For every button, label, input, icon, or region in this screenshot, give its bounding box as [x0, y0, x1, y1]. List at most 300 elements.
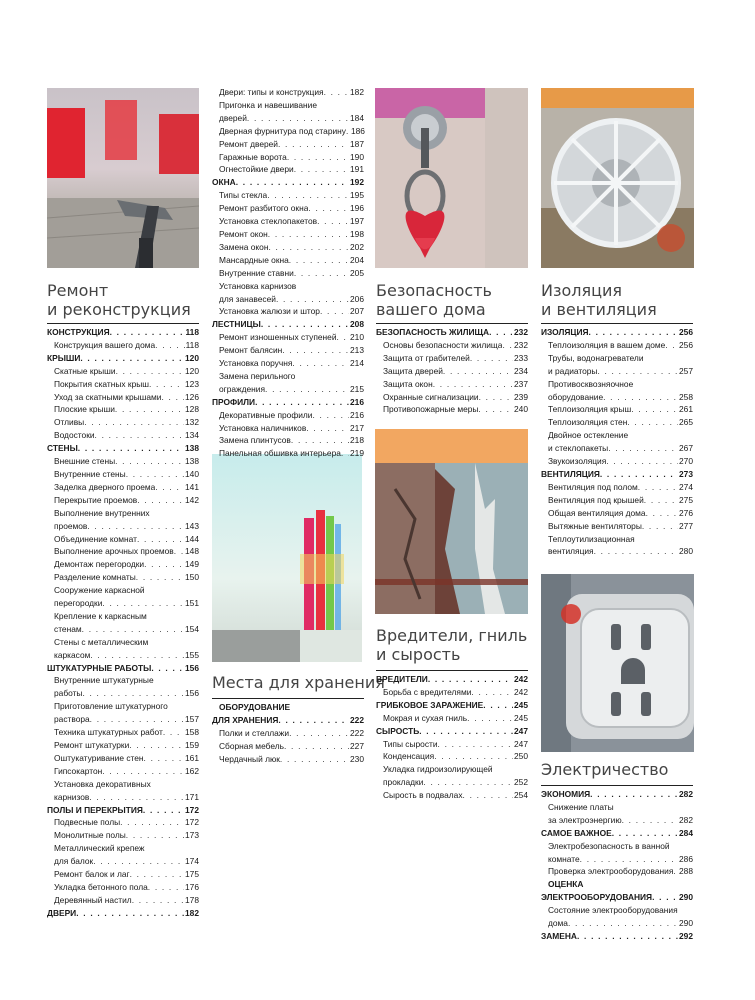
- toc-entry[interactable]: [47, 791, 199, 804]
- toc-entry-text: и радиаторы: [548, 365, 598, 376]
- toc-entry-text: Металлический крепеж: [54, 843, 145, 854]
- toc-leader-dots: [163, 726, 184, 739]
- toc-entry[interactable]: [47, 558, 199, 571]
- toc-entry[interactable]: [47, 623, 199, 636]
- toc-entry[interactable]: [212, 447, 364, 460]
- toc-entry[interactable]: [541, 533, 693, 546]
- toc-page-number: 157: [185, 714, 199, 725]
- toc-entry[interactable]: [47, 391, 199, 404]
- toc-page-number: 290: [679, 918, 693, 929]
- toc-leader-dots: [155, 481, 184, 494]
- toc-entry-text: ГРИБКОВОЕ ЗАРАЖЕНИЕ: [376, 699, 484, 710]
- section-title-repair-line2: и реконструкция: [47, 300, 191, 319]
- toc-entry-text: комнате: [548, 853, 580, 864]
- toc-page-number: 213: [350, 345, 364, 356]
- toc-page-number: 190: [350, 151, 364, 162]
- toc-page-number: 256: [679, 339, 693, 350]
- toc-entry-text: Теплоизоляция крыш: [548, 404, 632, 415]
- toc-entry[interactable]: [212, 383, 364, 396]
- toc-leader-dots: [627, 416, 678, 429]
- toc-entry-text: вентиляция: [548, 546, 594, 557]
- toc-entry[interactable]: [47, 481, 199, 494]
- toc-entry[interactable]: [541, 507, 693, 520]
- toc-entry-text: Приготовление штукатурного: [54, 701, 168, 712]
- toc-entry[interactable]: [47, 584, 199, 597]
- toc-entry[interactable]: [47, 649, 199, 662]
- toc-entry-text: Двойное остекление: [548, 430, 629, 441]
- toc-page-number: 217: [350, 422, 364, 433]
- toc-leader-dots: [102, 597, 184, 610]
- section-title-pests-line1: Вредители, гниль: [376, 626, 528, 645]
- toc-entry[interactable]: [47, 881, 199, 894]
- toc-entry[interactable]: [47, 507, 199, 520]
- toc-leader-dots: [102, 765, 184, 778]
- toc-entry[interactable]: [212, 409, 364, 422]
- toc-page-number: 286: [679, 853, 693, 864]
- toc-entry[interactable]: [376, 378, 528, 391]
- toc-entry[interactable]: [47, 455, 199, 468]
- toc-page-number: 247: [514, 725, 528, 736]
- toc-page-number: 233: [514, 352, 528, 363]
- toc-entry-text: Защита от грабителей: [383, 352, 470, 363]
- toc-entry-text: Подвесные полы: [54, 817, 121, 828]
- toc-entry-text: Установка наличников: [219, 422, 307, 433]
- toc-entry-text: ЗАМЕНА: [541, 930, 577, 941]
- toc-section-heading[interactable]: [47, 804, 199, 817]
- toc-entry[interactable]: [47, 533, 199, 546]
- toc-entry[interactable]: [47, 429, 199, 442]
- toc-entry[interactable]: [212, 189, 364, 202]
- toc-entry[interactable]: [541, 917, 693, 930]
- toc-leader-dots: [320, 305, 349, 318]
- toc-section-heading[interactable]: [541, 891, 693, 904]
- toc-section-heading[interactable]: [47, 662, 199, 675]
- toc-entry[interactable]: [541, 442, 693, 455]
- toc-leader-dots: [120, 816, 184, 829]
- section-title-pests-line2: и сырость: [376, 645, 461, 664]
- toc-leader-dots: [568, 917, 678, 930]
- section-title-repair: [47, 281, 191, 319]
- key-heart-photo: [375, 88, 528, 268]
- toc-section-heading[interactable]: [212, 176, 364, 189]
- toc-entry[interactable]: [47, 868, 199, 881]
- toc-leader-dots: [308, 202, 349, 215]
- toc-page-number: 140: [185, 468, 199, 479]
- toc-entry[interactable]: [541, 481, 693, 494]
- toc-section-heading[interactable]: [212, 714, 364, 727]
- toc-entry[interactable]: [212, 293, 364, 306]
- toc-page-number: 172: [185, 817, 199, 828]
- toc-leader-dots: [282, 344, 349, 357]
- electrical-socket-photo: [541, 574, 694, 752]
- toc-entry[interactable]: [212, 434, 364, 447]
- toc-entry-text: Мокрая и сухая гниль: [383, 712, 468, 723]
- toc-entry[interactable]: [212, 344, 364, 357]
- toc-entry-text: Внутренние штукатурные: [54, 675, 154, 686]
- toc-entry[interactable]: [212, 254, 364, 267]
- toc-entry-text: ПРОФИЛИ: [212, 396, 256, 407]
- toc-entry[interactable]: [541, 352, 693, 365]
- toc-entry-text: ограждения: [219, 383, 266, 394]
- toc-entry[interactable]: [212, 163, 364, 176]
- toc-entry[interactable]: [47, 545, 199, 558]
- toc-entry[interactable]: [541, 865, 693, 878]
- toc-security-list: [376, 323, 528, 416]
- toc-entry[interactable]: [47, 752, 199, 765]
- toc-section-heading[interactable]: [212, 318, 364, 331]
- toc-entry-text: проемов: [54, 520, 88, 531]
- toc-entry[interactable]: [212, 727, 364, 740]
- toc-page-number: 292: [679, 930, 693, 941]
- toc-entry-text: КОНСТРУКЦИЯ: [47, 327, 110, 337]
- toc-entry[interactable]: [47, 339, 199, 352]
- toc-entry[interactable]: [212, 202, 364, 215]
- toc-entry[interactable]: [212, 99, 364, 112]
- toc-leader-dots: [434, 750, 513, 763]
- toc-leader-dots: [646, 507, 678, 520]
- toc-leader-dots: [489, 326, 513, 339]
- toc-page-number: 144: [185, 533, 199, 544]
- toc-leader-dots: [110, 326, 185, 339]
- toc-leader-dots: [423, 776, 513, 789]
- toc-entry[interactable]: [541, 365, 693, 378]
- toc-entry[interactable]: [47, 636, 199, 649]
- toc-entry[interactable]: [376, 686, 528, 699]
- toc-section-heading[interactable]: [541, 788, 693, 801]
- toc-page-number: 267: [679, 443, 693, 454]
- toc-entry[interactable]: [47, 713, 199, 726]
- toc-entry[interactable]: [47, 416, 199, 429]
- toc-entry[interactable]: [376, 776, 528, 789]
- toc-entry[interactable]: [212, 138, 364, 151]
- toc-entry-text: САМОЕ ВАЖНОЕ: [541, 827, 612, 838]
- toc-entry[interactable]: [47, 571, 199, 584]
- toc-page-number: 257: [679, 365, 693, 376]
- toc-leader-dots: [137, 533, 184, 546]
- toc-page-number: 184: [350, 112, 364, 123]
- toc-entry[interactable]: [47, 855, 199, 868]
- toc-entry[interactable]: [541, 378, 693, 391]
- toc-leader-dots: [471, 686, 513, 699]
- toc-page-number: 206: [350, 293, 364, 304]
- toc-entry[interactable]: [47, 842, 199, 855]
- toc-entry-text: Общая вентиляция дома: [548, 507, 646, 518]
- section-title-security-line1: Безопасность: [376, 281, 492, 300]
- toc-entry[interactable]: [541, 391, 693, 404]
- toc-entry[interactable]: [47, 468, 199, 481]
- toc-entry-text: Теплоизоляция стен: [548, 417, 628, 428]
- toc-section-heading[interactable]: [541, 326, 693, 339]
- toc-entry[interactable]: [541, 853, 693, 866]
- toc-leader-dots: [577, 930, 678, 943]
- toc-entry-text: Чердачный люк: [219, 753, 280, 764]
- toc-entry[interactable]: [47, 687, 199, 700]
- toc-entry[interactable]: [541, 520, 693, 533]
- toc-entry[interactable]: [47, 520, 199, 533]
- toc-entry[interactable]: [212, 241, 364, 254]
- toc-entry-text: Звукоизоляция: [548, 456, 607, 467]
- toc-leader-dots: [589, 326, 679, 339]
- toc-section-heading[interactable]: [541, 468, 693, 481]
- toc-entry-text: для балок: [54, 856, 94, 867]
- toc-leader-dots: [428, 673, 513, 686]
- toc-entry[interactable]: [376, 763, 528, 776]
- toc-section-heading[interactable]: [47, 442, 199, 455]
- toc-page-number: 242: [514, 686, 528, 697]
- toc-page-number: 258: [679, 391, 693, 402]
- section-title-repair-line1: Ремонт: [47, 281, 109, 300]
- toc-entry[interactable]: [47, 365, 199, 378]
- toc-page-number: 138: [185, 443, 199, 454]
- toc-entry-text: Скатные крыши: [54, 365, 116, 376]
- toc-entry[interactable]: [47, 894, 199, 907]
- toc-entry-text: Противопожарные меры: [383, 404, 479, 415]
- toc-entry-text: Огнестойкие двери: [219, 164, 294, 175]
- toc-section-heading[interactable]: [376, 725, 528, 738]
- toc-section-heading[interactable]: [212, 701, 364, 714]
- toc-page-number: 230: [350, 753, 364, 764]
- toc-entry[interactable]: [541, 494, 693, 507]
- toc-entry[interactable]: [541, 801, 693, 814]
- toc-entry-text: ЭКОНОМИЯ: [541, 789, 591, 799]
- toc-section-heading[interactable]: [376, 326, 528, 339]
- toc-leader-dots: [612, 827, 678, 840]
- toc-entry[interactable]: [212, 305, 364, 318]
- toc-entry[interactable]: [376, 789, 528, 802]
- section-title-pests: [376, 626, 527, 664]
- toc-entry[interactable]: [541, 840, 693, 853]
- toc-page-number: 232: [514, 339, 528, 350]
- toc-entry[interactable]: [47, 739, 199, 752]
- toc-page-number: 210: [350, 332, 364, 343]
- toc-leader-dots: [665, 339, 678, 352]
- toc-page-number: 186: [350, 125, 365, 136]
- toc-entry[interactable]: [212, 267, 364, 280]
- toc-page-number: 197: [350, 216, 364, 227]
- toc-leader-dots: [463, 789, 514, 802]
- toc-entry-text: Ремонт изношенных ступеней: [219, 332, 337, 343]
- toc-entry-text: Состояние электрооборудования: [548, 905, 678, 916]
- toc-leader-dots: [115, 403, 184, 416]
- toc-leader-dots: [82, 687, 184, 700]
- toc-entry[interactable]: [47, 778, 199, 791]
- toc-page-number: 234: [514, 365, 528, 376]
- toc-entry[interactable]: [47, 378, 199, 391]
- toc-entry-text: Основы безопасности жилища: [383, 339, 503, 350]
- toc-entry-text: Установка стеклопакетов: [219, 216, 318, 227]
- toc-entry[interactable]: [47, 403, 199, 416]
- toc-leader-dots: [294, 267, 349, 280]
- toc-page-number: 222: [350, 714, 364, 725]
- toc-entry-text: Вытяжные вентиляторы: [548, 520, 642, 531]
- toc-section-heading[interactable]: [376, 699, 528, 712]
- toc-page-number: 270: [679, 456, 693, 467]
- toc-section-heading[interactable]: [541, 930, 693, 943]
- toc-entry[interactable]: [541, 403, 693, 416]
- toc-page-number: 126: [185, 391, 199, 402]
- toc-entry-text: Выполнение арочных проемов: [54, 546, 174, 557]
- toc-entry[interactable]: [47, 494, 199, 507]
- toc-page-number: 218: [350, 435, 364, 446]
- toc-page-number: 216: [350, 396, 364, 407]
- toc-leader-dots: [638, 481, 678, 494]
- toc-entry[interactable]: [541, 429, 693, 442]
- toc-entry[interactable]: [47, 700, 199, 713]
- toc-leader-dots: [78, 442, 184, 455]
- toc-page-number: 182: [350, 87, 364, 97]
- toc-entry-text: Электробезопасность в ванной: [548, 840, 670, 851]
- toc-entry-text: Водостоки: [54, 430, 95, 441]
- toc-entry[interactable]: [47, 726, 199, 739]
- toc-entry[interactable]: [212, 151, 364, 164]
- toc-page-number: 134: [185, 430, 199, 441]
- toc-entry[interactable]: [212, 422, 364, 435]
- toc-page-number: 120: [185, 352, 199, 363]
- toc-page-number: 290: [679, 892, 693, 903]
- toc-entry-text: Установка поручня: [219, 358, 293, 369]
- toc-entry[interactable]: [212, 86, 364, 99]
- toc-page-number: 141: [185, 481, 199, 492]
- toc-entry[interactable]: [212, 331, 364, 344]
- toc-page-number: 156: [185, 688, 199, 699]
- toc-entry[interactable]: [541, 545, 693, 558]
- toc-page-number: 265: [679, 417, 693, 428]
- toc-entry-text: Полки и стеллажи: [219, 727, 290, 738]
- toc-entry-text: ОКНА: [212, 177, 236, 188]
- toc-leader-dots: [341, 447, 349, 460]
- toc-leader-dots: [129, 739, 184, 752]
- colored-pencils-photo: [212, 454, 362, 662]
- toc-entry-text: Декоративные профили: [219, 409, 313, 420]
- toc-page-number: 284: [679, 827, 693, 838]
- toc-leader-dots: [89, 791, 184, 804]
- toc-entry[interactable]: [212, 357, 364, 370]
- toc-page-number: 222: [350, 727, 364, 738]
- toc-page-number: 150: [185, 572, 199, 583]
- toc-entry[interactable]: [47, 816, 199, 829]
- toc-entry-text: Конденсация: [383, 751, 435, 762]
- toc-entry[interactable]: [47, 610, 199, 623]
- toc-entry[interactable]: [376, 339, 528, 352]
- toc-entry[interactable]: [541, 339, 693, 352]
- toc-entry[interactable]: [212, 753, 364, 766]
- toc-entry-text: ВЕНТИЛЯЦИЯ: [541, 468, 600, 479]
- toc-entry[interactable]: [376, 712, 528, 725]
- toc-entry-text: Деревянный настил: [54, 894, 132, 905]
- toc-entry-text: Установка жалюзи и штор: [219, 306, 320, 317]
- toc-page-number: 132: [185, 417, 199, 428]
- toc-entry[interactable]: [376, 391, 528, 404]
- toc-entry-text: каркасом: [54, 649, 91, 660]
- toc-entry[interactable]: [47, 829, 199, 842]
- toc-leader-dots: [317, 215, 349, 228]
- toc-entry[interactable]: [541, 904, 693, 917]
- toc-leader-dots: [608, 442, 678, 455]
- toc-entry[interactable]: [376, 365, 528, 378]
- toc-entry-text: Перекрытие проемов: [54, 494, 138, 505]
- toc-entry-text: ЛЕСТНИЦЫ: [212, 319, 261, 330]
- toc-leader-dots: [478, 403, 513, 416]
- toc-insulation-list: [541, 323, 693, 558]
- toc-entry-text: Сырость в подвалах: [383, 790, 463, 801]
- toc-section-heading[interactable]: [47, 907, 199, 920]
- toc-entry[interactable]: [376, 750, 528, 763]
- toc-entry[interactable]: [212, 280, 364, 293]
- toc-entry[interactable]: [541, 455, 693, 468]
- toc-section-heading[interactable]: [47, 352, 199, 365]
- toc-entry[interactable]: [47, 765, 199, 778]
- toc-entry-text: Пригонка и навешивание: [219, 99, 318, 110]
- toc-entry-text: Отливы: [54, 417, 85, 428]
- toc-page-number: 128: [185, 404, 199, 415]
- section-title-electric-text: Электричество: [541, 760, 669, 779]
- toc-section-heading[interactable]: [541, 878, 693, 891]
- toc-leader-dots: [174, 545, 184, 558]
- toc-section-heading[interactable]: [376, 673, 528, 686]
- toc-entry-text: за электроэнергию: [548, 814, 622, 825]
- toc-leader-dots: [137, 494, 184, 507]
- toc-entry[interactable]: [212, 740, 364, 753]
- toc-page-number: 176: [185, 881, 199, 892]
- toc-leader-dots: [151, 662, 184, 675]
- peeling-paint-photo: [375, 429, 528, 614]
- toc-page-number: 288: [679, 866, 693, 877]
- toc-entry-text: Проверка электрооборудования: [548, 866, 674, 877]
- toc-leader-dots: [90, 649, 184, 662]
- toc-leader-dots: [443, 365, 513, 378]
- toc-page-number: 162: [185, 765, 199, 776]
- toc-entry-text: Мансардные окна: [219, 254, 289, 265]
- toc-leader-dots: [291, 434, 349, 447]
- toc-entry[interactable]: [376, 738, 528, 751]
- toc-entry-text: Уход за скатными крышами: [54, 391, 162, 402]
- toc-page-number: 274: [679, 481, 693, 492]
- toc-entry[interactable]: [212, 370, 364, 383]
- toc-entry[interactable]: [212, 215, 364, 228]
- toc-pests-list: [376, 670, 528, 802]
- section-title-security: [376, 281, 492, 319]
- toc-leader-dots: [284, 740, 349, 753]
- toc-leader-dots: [603, 391, 678, 404]
- toc-entry[interactable]: [376, 403, 528, 416]
- toc-page-number: 250: [514, 751, 528, 762]
- toc-entry[interactable]: [212, 112, 364, 125]
- toc-leader-dots: [419, 725, 513, 738]
- toc-entry-text: Дверная фурнитура под старину: [219, 125, 346, 136]
- section-title-storage-text: Места для хранения: [212, 673, 385, 692]
- toc-entry[interactable]: [47, 674, 199, 687]
- toc-entry-text: стенам: [54, 623, 82, 634]
- toc-entry[interactable]: [376, 352, 528, 365]
- toc-section-heading[interactable]: [47, 326, 199, 339]
- toc-page-number: 237: [514, 378, 528, 389]
- toc-entry[interactable]: [47, 597, 199, 610]
- toc-entry[interactable]: [541, 814, 693, 827]
- toc-entry-text: Ремонт балок и лаг: [54, 869, 130, 880]
- toc-page-number: 178: [185, 894, 199, 905]
- toc-entry[interactable]: [541, 416, 693, 429]
- toc-entry-text: Плоские крыши: [54, 404, 115, 415]
- toc-section-heading[interactable]: [541, 827, 693, 840]
- toc-entry-text: Замена окон: [219, 241, 269, 252]
- toc-leader-dots: [597, 365, 678, 378]
- toc-section-heading[interactable]: [212, 396, 364, 409]
- toc-entry-text: дома: [548, 918, 568, 929]
- toc-page-number: 261: [679, 404, 693, 415]
- toc-leader-dots: [324, 86, 349, 99]
- toc-entry[interactable]: [212, 125, 364, 138]
- toc-entry[interactable]: [212, 228, 364, 241]
